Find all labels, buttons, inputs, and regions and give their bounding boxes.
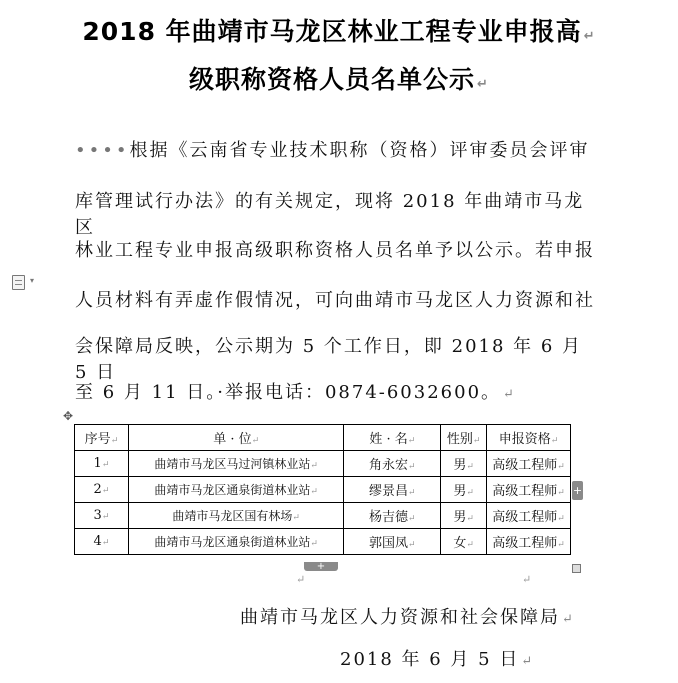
add-column-icon[interactable]: + bbox=[572, 481, 583, 500]
table-row: 1↵ 曲靖市马龙区马过河镇林业站↵ 角永宏↵ 男↵ 高级工程师↵ bbox=[75, 451, 571, 477]
paragraph-mark: ↵ bbox=[477, 77, 489, 92]
table-header-row bbox=[75, 425, 571, 451]
header-gender: 性别↵ bbox=[441, 425, 487, 451]
table-row: 3↵ 曲靖市马龙区国有林场↵ 杨吉德↵ 男↵ 高级工程师↵ bbox=[75, 503, 571, 529]
body-line-1: ••••根据《云南省专业技术职称（资格）评审委员会评审 bbox=[75, 140, 590, 161]
header-qualification: 申报资格↵ bbox=[487, 425, 571, 451]
body-line-4: 人员材料有弄虚作假情况，可向曲靖市马龙区人力资源和社 bbox=[75, 290, 595, 311]
body-line-2: 库管理试行办法》的有关规定，现将 2018 年曲靖市马龙区 bbox=[75, 191, 585, 238]
header-index: 序号↵ bbox=[75, 425, 129, 451]
body-line-5: 会保障局反映，公示期为 5 个工作日，即 2018 年 6 月 5 日 bbox=[75, 336, 583, 383]
signature-date: 2018 年 6 月 5 日 ↵ bbox=[340, 649, 535, 670]
document-icon[interactable] bbox=[12, 275, 25, 290]
indent-dots: •••• bbox=[75, 140, 130, 161]
paragraph-mark: ↵ bbox=[522, 573, 532, 586]
table-resize-icon[interactable] bbox=[572, 564, 581, 573]
table-row: 2↵ 曲靖市马龙区通泉街道林业站↵ 缪景昌↵ 男↵ 高级工程师↵ bbox=[75, 477, 571, 503]
paragraph-mark: ↵ bbox=[583, 29, 596, 44]
chevron-down-icon[interactable]: ▾ bbox=[30, 276, 35, 285]
table-move-icon[interactable]: ✥ bbox=[63, 409, 74, 423]
body-line-3: 林业工程专业申报高级职称资格人员名单予以公示。若申报 bbox=[75, 240, 595, 261]
paragraph-mark: ↵ bbox=[296, 573, 306, 586]
document-title-line-1: 2018 年曲靖市马龙区林业工程专业申报高 ↵ bbox=[82, 17, 596, 46]
header-unit: 单 · 位↵ bbox=[128, 425, 344, 451]
header-name: 姓 · 名↵ bbox=[344, 425, 441, 451]
table-row: 4↵ 曲靖市马龙区通泉街道林业站↵ 郭国凤↵ 女↵ 高级工程师↵ bbox=[75, 529, 571, 555]
document-title-line-2: 级职称资格人员名单公示 ↵ bbox=[189, 65, 489, 94]
body-line-6: 至 6 月 11 日。·举报电话：0874-6032600。 ↵ bbox=[75, 382, 516, 403]
paragraph-mark: ↵ bbox=[503, 387, 516, 402]
paragraph-mark: ↵ bbox=[562, 612, 575, 627]
add-row-icon[interactable]: + bbox=[304, 562, 338, 571]
candidate-table bbox=[74, 424, 571, 555]
signature-org: 曲靖市马龙区人力资源和社会保障局 ↵ bbox=[240, 607, 575, 628]
paragraph-mark: ↵ bbox=[521, 654, 535, 669]
